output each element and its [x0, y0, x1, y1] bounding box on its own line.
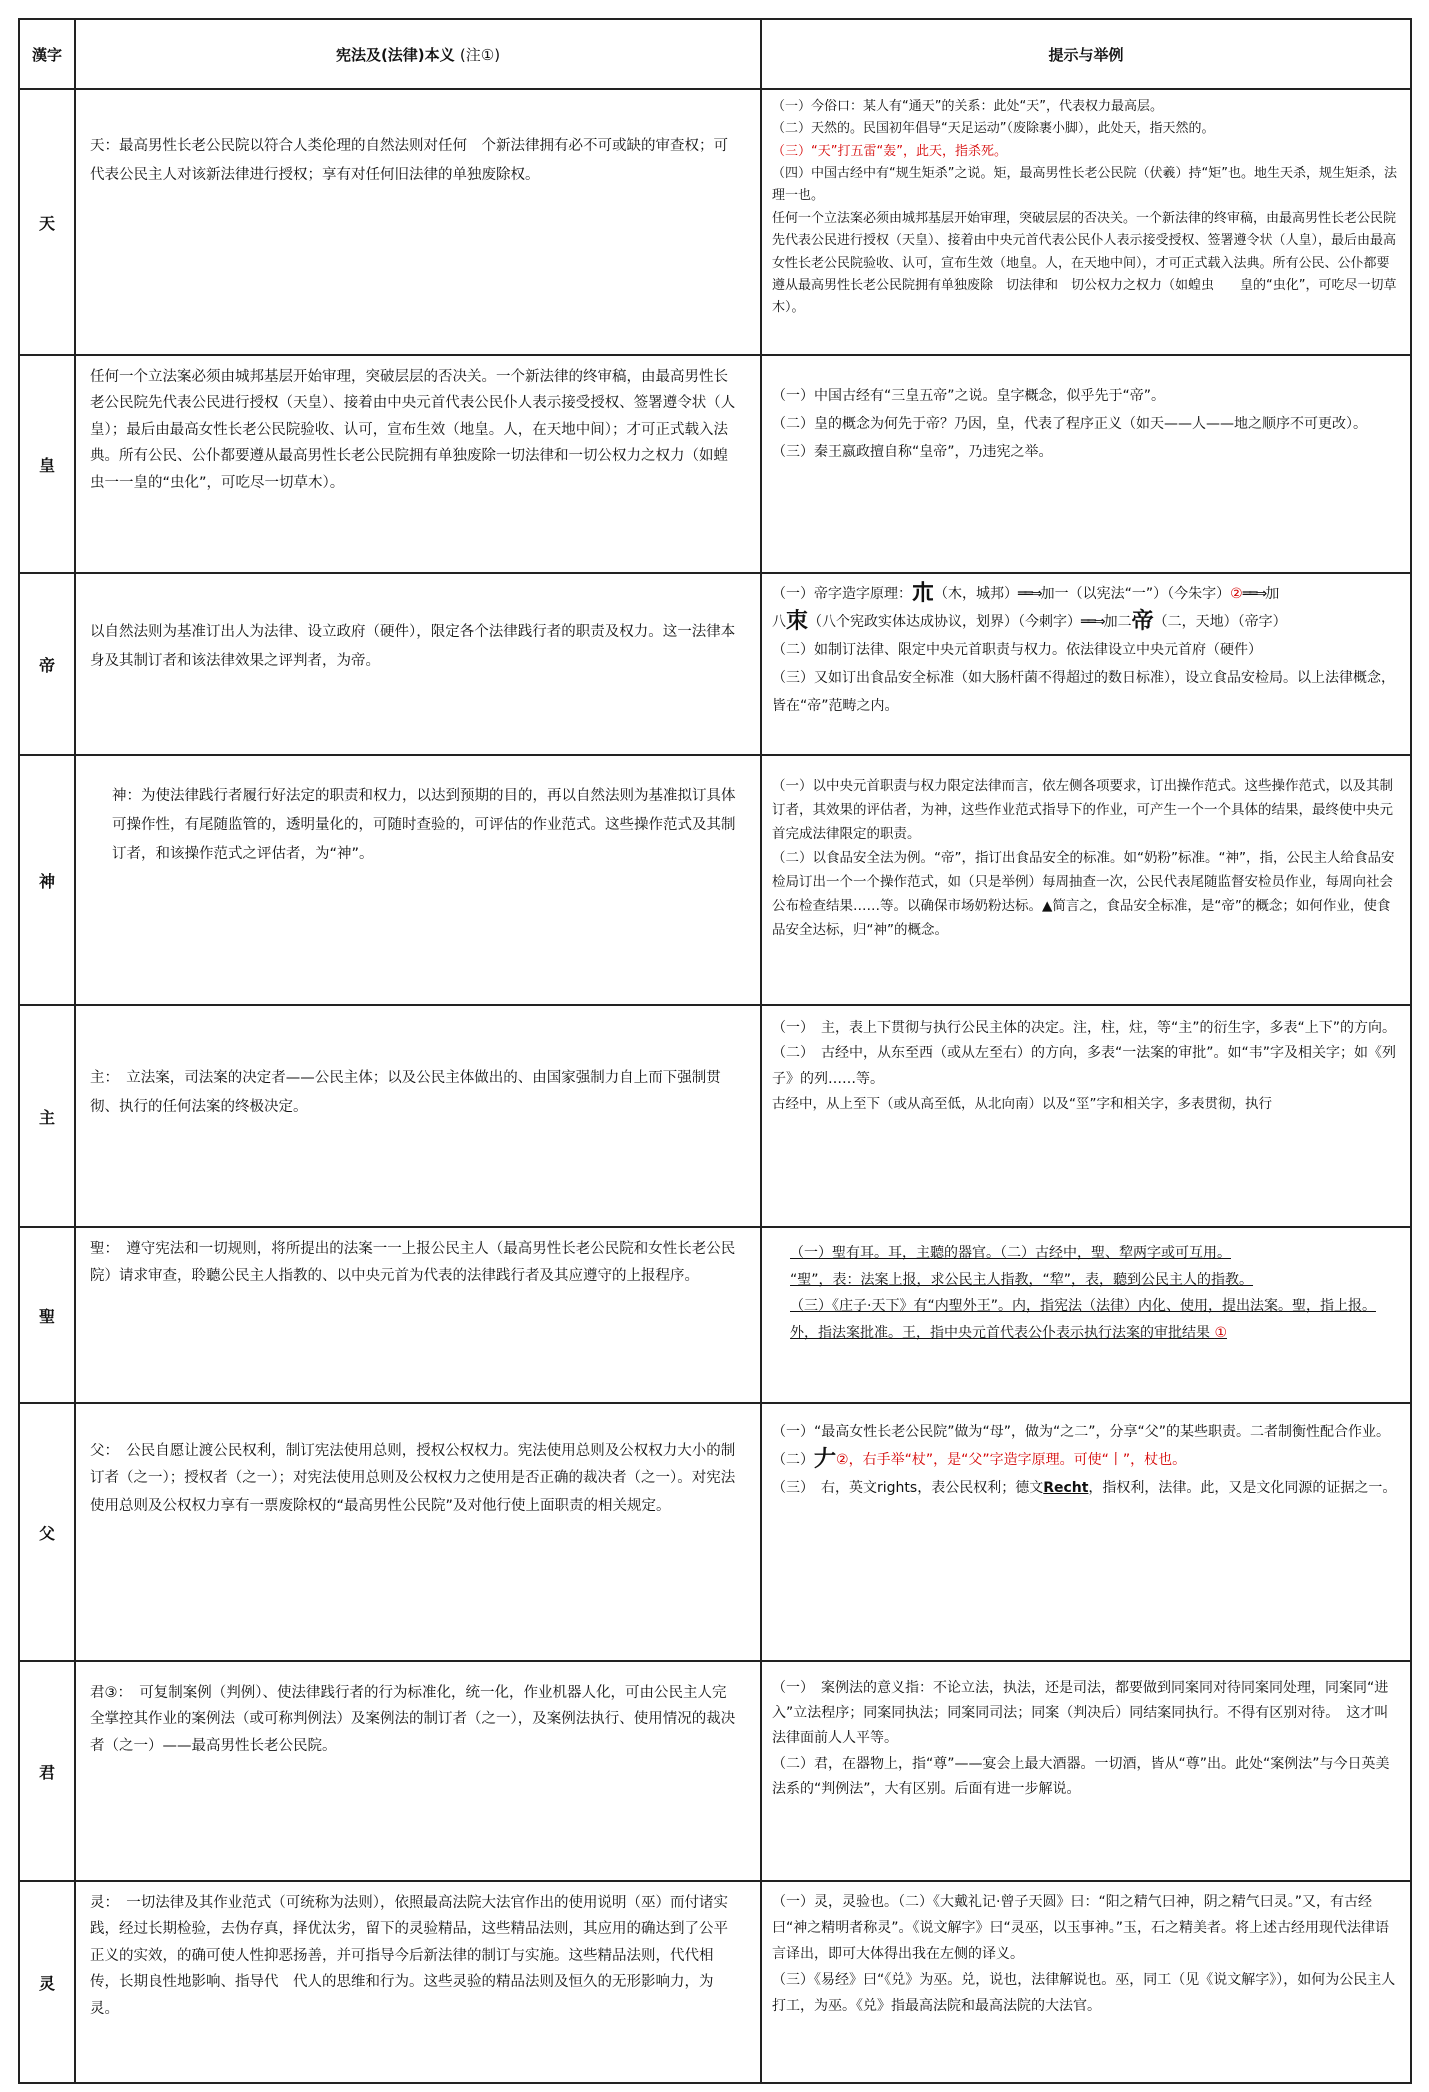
def-tian-text: 天：最高男性长老公民院以符合人类伦理的自然法则对任何 个新法律拥有必不可或缺的审查权；可代表公民主人对该新法律进行授权；享有对任何旧法律的单独废除权。 — [90, 138, 728, 183]
tip-tian-3: （三）“天”打五雷“轰”，此天，指杀死。 — [772, 143, 1007, 159]
def-sheng — [75, 1227, 761, 1403]
table-row-huang — [19, 355, 1411, 573]
tip-huang-3: （三）秦王嬴政擅自称“皇帝”，乃违宪之举。 — [772, 444, 1053, 460]
tip-huang-1: （一）中国古经有“三皇五帝”之说。皇字概念，似乎先于“帝”。 — [772, 388, 1166, 404]
tip-ling-1: （一）灵，灵验也。（二）《大戴礼记·曾子天圆》曰：“阳之精气曰神，阴之精气曰灵。”又，有古经曰“神之精明者称灵”。《说文解字》曰“灵巫，以玉事神。”玉，石之精美者。将上述古经用现代法律语言译出，即可大体得出我在左侧的译义。 — [772, 1894, 1390, 1962]
char-tian: 天 — [19, 89, 75, 355]
char-huang: 皇 — [19, 355, 75, 573]
char-fu: 父 — [19, 1403, 75, 1661]
arrow-right-icon-3: ══⇒ — [1081, 614, 1104, 630]
tip-di-3: （三）又如订出食品安全标准（如大肠杆菌不得超过的数日标准），设立食品安检局。以上法律概念，皆在“帝”范畴之内。 — [772, 670, 1395, 714]
char-zhu: 主 — [19, 1005, 75, 1227]
tip-di-2c: 加二 — [1103, 614, 1132, 630]
def-zhu — [75, 1005, 761, 1227]
document-table-wrapper — [18, 18, 1410, 2074]
tip-tian-1: （一）今俗口：某人有“通天”的关系：此处“天”，代表权力最高层。 — [772, 99, 1163, 114]
tip-tian-2: （二）天然的。民国初年倡导“天足运动”（废除裹小脚），此处天，指天然的。 — [772, 121, 1215, 137]
table-row-ling — [19, 1881, 1411, 2083]
tip-di-1c: 加一（以宪法“一”）（今朱字） — [1040, 586, 1231, 602]
tip-di-1e: 加 — [1265, 586, 1280, 602]
tip-zhu-1: （一） 主，表上下贯彻与执行公民主体的决定。注，柱，炷，等“主”的衍生字，多表“上下”的方向。 — [772, 1020, 1397, 1036]
tips-jun — [761, 1661, 1411, 1881]
tip-fu-2 — [772, 1446, 1400, 1474]
tip-jun-2: （二）君，在器物上，指“尊”——宴会上最大酒器。一切酒，皆从“尊”出。此处“案例法”与今日英美法系的“判例法”，大有区别。后面有进一步解说。 — [772, 1755, 1390, 1797]
tip-di-1b: （木，城邦） — [934, 586, 1019, 602]
tip-di-1d: ② — [1230, 586, 1243, 602]
def-zhu-text: 主： 立法案，司法案的决定者——公民主体；以及公民主体做出的、由国家强制力自上而下强制贯彻、执行的任何法案的终极决定。 — [90, 1070, 721, 1115]
tip-zhu-3: 古经中，从上至下（或从高至低，从北向南）以及“坙”字和相关字，多表贯彻，执行 — [772, 1096, 1272, 1113]
tip-di-2: （二）如制订法律、限定中央元首职责与权力。依法律设立中央元首府（硬件） — [772, 642, 1262, 658]
tip-sheng-3 — [790, 1293, 1386, 1346]
table-row-zhu — [19, 1005, 1411, 1227]
tips-tian — [761, 89, 1411, 355]
tip-fu-3a: （三） 右，英文rights，表公民权利；德文 — [772, 1480, 1044, 1496]
ancient-fu-glyph-icon: 𠂇 — [814, 1447, 837, 1472]
tip-di-2d: （二，天地）（帝字） — [1153, 614, 1287, 630]
ancient-ci-glyph-icon: 朿 — [786, 609, 809, 634]
def-huang-text: 任何一个立法案必须由城邦基层开始审理，突破层层的否决关。一个新法律的终审稿，由最高男性长老公民院先代表公民进行授权（天皇）、接着由中央元首代表公民仆人表示接受授权、签署遵令状（人皇）；最后由最高女性长老公民院验收、认可，宣布生效（地皇。人，在天地中间）；才可正式载入法典。所有公民、公仆都要遵从最高男性长老公民院拥有单独废除一切法律和一切公权力之权力（如蝗虫一一皇的“虫化”，可吃尽一切草木）。 — [90, 369, 736, 491]
char-ling: 灵 — [19, 1881, 75, 2083]
char-di: 帝 — [19, 573, 75, 755]
tips-di — [761, 573, 1411, 755]
tip-fu-3c: ，指权利，法律。此，又是文化同源的证据之一。 — [1088, 1480, 1397, 1496]
header-hanzi: 漢字 — [19, 19, 75, 89]
tip-sheng-2: “聖”，表：法案上报，求公民主人指教，“犂”，表，聽到公民主人的指教。 — [790, 1271, 1254, 1288]
tip-huang-2: （二）皇的概念为何先于帝？乃因，皇，代表了程序正义（如天——人——地之顺序不可更改）。 — [772, 416, 1367, 432]
tip-fu-1: （一）“最高女性长老公民院”做为“母”，做为“之二”，分享“父”的某些职责。二者制衡性配合作业。 — [772, 1424, 1391, 1440]
tip-jun-1: （一） 案例法的意义指：不论立法，执法，还是司法，都要做到同案同对待同案同处理，同案同“进入”立法程序；同案同执法；同案同司法；同案（判决后）同结案同执行。不得有区别对待。 这才叫法律面前人人平等。 — [772, 1680, 1389, 1747]
tip-di-2a: 八 — [772, 614, 786, 630]
def-sheng-text: 聖： 遵守宪法和一切规则，将所提出的法案一一上报公民主人（最高男性长老公民院和女性长老公民院）请求审查，聆聽公民主人指教的、以中央元首为代表的法律践行者及其应遵守的上报程序。 — [90, 1241, 736, 1284]
tip-di-1a: （一）帝字造字原理： — [772, 586, 912, 602]
def-shen — [75, 755, 761, 1005]
def-fu-text: 父： 公民自愿让渡公民权利，制订宪法使用总则，授权公权权力。宪法使用总则及公权权力大小的制订者（之一）；授权者（之一）；对宪法使用总则及公权权力之使用是否正确的裁决者（之一）。对宪法使用总则及公权权力享有一票废除权的“最高男性公民院”及对他行使上面职责的相关规定。 — [90, 1443, 736, 1514]
header-tips: 提示与举例 — [761, 19, 1411, 89]
tip-shen-1: （一）以中央元首职责与权力限定法律而言，依左侧各项要求，订出操作范式。这些操作范式，以及其制订者，其效果的评估者，为神，这些作业范式指导下的作业，可产生一个一个具体的结果，最终使中央元首完成法律限定的职责。 — [772, 778, 1393, 843]
tip-fu-recht: Recht — [1043, 1480, 1089, 1496]
def-huang — [75, 355, 761, 573]
def-di — [75, 573, 761, 755]
table-row-jun — [19, 1661, 1411, 1881]
def-di-text: 以自然法则为基准订出人为法律、设立政府（硬件），限定各个法律践行者的职责及权力。这一法律本身及其制订者和该法律效果之评判者，为帝。 — [90, 624, 736, 669]
def-ling — [75, 1881, 761, 2083]
tips-shen — [761, 755, 1411, 1005]
header-definition — [75, 19, 761, 89]
tips-huang — [761, 355, 1411, 573]
tip-fu-2b: ②，右手举“杖”，是“父”字造字原理。可使“丨”，杖也。 — [836, 1452, 1187, 1468]
table-row-shen — [19, 755, 1411, 1005]
arrow-right-icon-2: ══⇒ — [1242, 586, 1266, 602]
tips-zhu — [761, 1005, 1411, 1227]
table-row-sheng — [19, 1227, 1411, 1403]
def-ling-text: 灵： 一切法律及其作业范式（可统称为法则），依照最高法院大法官作出的使用说明（巫）而付诸实践，经过长期检验，去伪存真，择优汰劣，留下的灵验精品，这些精品法则，其应用的确达到了公平正义的实效，的确可使人性抑恶扬善，并可指导今后新法律的制订与实施。这些精品法则，代代相传，长期良性地影响、指导代 代人的思维和行为。这些灵验的精品法则及恒久的无形影响力，为灵。 — [90, 1895, 728, 2017]
tips-fu — [761, 1403, 1411, 1661]
tip-sheng-3-text: （三）《庄子·天下》有“内聖外王”。内，指宪法（法律）内化、使用，提出法案。聖，指上报。外，指法案批准。王，指中央元首代表公仆表示执行法案的审批结果 — [790, 1298, 1376, 1341]
tip-tian-5: 任何一个立法案必须由城邦基层开始审理，突破层层的否决关。一个新法律的终审稿，由最高男性长老公民院先代表公民进行授权（天皇）、接着由中央元首代表公民仆人表示接受授权、签署遵令状（人皇），最后由最高女性长老公民院验收、认可，宣布生效（地皇。人，在天地中间），才可正式载入法典。所有公民、公仆都要遵从最高男性长老公民院拥有单独废除 切法律和 切公权力之权力（如蝗虫 皇的“虫化”，可吃尽一切草木）。 — [772, 210, 1397, 316]
tip-shen-2: （二）以食品安全法为例。“帝”，指订出食品安全的标准。如“奶粉”标准。“神”，指，公民主人给食品安检局订出一个一个操作范式，如（只是举例）每周抽查一次，公民代表尾随监督安检员作业，每周向社会公布检查结果……等。以确保市场奶粉达标。▲简言之，食品安全标准，是“帝”的概念；如何作业，使食品安全达标，归“神”的概念。 — [772, 850, 1395, 939]
tip-sheng-footnote: ① — [1214, 1324, 1228, 1341]
header-definition-label: 宪法及(法律)本义 — [335, 45, 455, 64]
def-shen-text: 神：为使法律践行者履行好法定的职责和权力，以达到预期的目的，再以自然法则为基准拟订具体可操作性，有尾随监管的，透明量化的，可随时查验的，可评估的作业范式。这些操作范式及其制订者，和该操作范式之评估者，为“神”。 — [112, 788, 736, 862]
tip-di-2b: （八个宪政实体达成协议，划界）（今刺字） — [808, 614, 1082, 630]
tip-tian-4: （四）中国古经中有“规生矩杀”之说。矩，最高男性长老公民院（伏羲）持“矩”也。地生天杀，规生矩杀，法理一也。 — [772, 166, 1397, 204]
table-row-di — [19, 573, 1411, 755]
def-tian — [75, 89, 761, 355]
table-row-tian — [19, 89, 1411, 355]
tip-di-line2 — [772, 608, 1400, 636]
tip-zhu-2: （二） 古经中，从东至西（或从左至右）的方向，多表“一法案的审批”。如“韦”字及相关字；如《列子》的列……等。 — [772, 1045, 1397, 1087]
tip-fu-3 — [772, 1474, 1400, 1502]
tip-ling-2: （三）《易经》曰“《兑》为巫。兑，说也，法律解说也。巫，同工（见《说文解字》），如何为公民主人打工，为巫。《兑》指最高法院和最高法院的大法官。 — [772, 1971, 1396, 2014]
char-sheng: 聖 — [19, 1227, 75, 1403]
def-jun-text: 君③： 可复制案例（判例）、使法律践行者的行为标准化，统一化，作业机器人化，可由公民主人完全掌控其作业的案例法（或可称判例法）及案例法的制订者（之一），及案例法执行、使用情况的裁决者（之一）——最高男性长老公民院。 — [90, 1685, 736, 1754]
tip-di-line1 — [772, 580, 1400, 608]
char-shen: 神 — [19, 755, 75, 1005]
tips-sheng — [761, 1227, 1411, 1403]
table-row-fu — [19, 1403, 1411, 1661]
tips-ling — [761, 1881, 1411, 2083]
glossary-table — [18, 18, 1412, 2084]
header-definition-note: (注①) — [459, 45, 501, 64]
table-header-row — [19, 19, 1411, 89]
arrow-right-icon: ══⇒ — [1018, 586, 1041, 602]
ancient-di-glyph-icon: 帝 — [1131, 609, 1154, 634]
tip-fu-2a: （二） — [772, 1452, 814, 1468]
def-jun — [75, 1661, 761, 1881]
tip-sheng-1: （一）聖有耳。耳，主聽的器官。（二）古经中，聖、犂两字或可互用。 — [790, 1245, 1231, 1261]
char-jun: 君 — [19, 1661, 75, 1881]
def-fu — [75, 1403, 761, 1661]
ancient-mu-glyph-icon: 𣎳 — [912, 581, 935, 606]
